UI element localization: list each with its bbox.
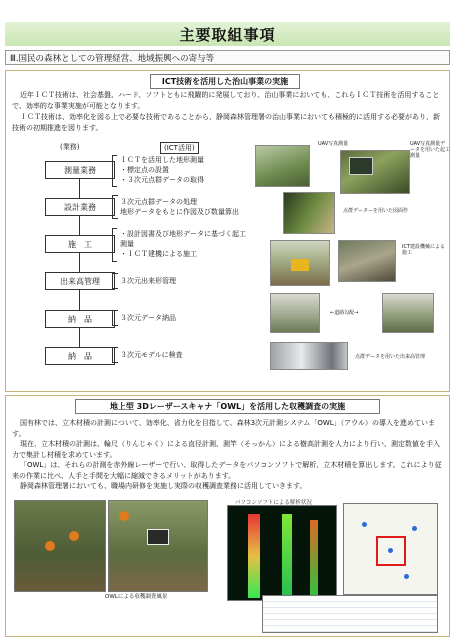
photo-excavator bbox=[270, 240, 330, 286]
tree-marker bbox=[362, 522, 367, 527]
page-title: 主要取組事項 bbox=[179, 25, 276, 44]
flow-step-delivery-2: 納 品 bbox=[45, 347, 115, 365]
flow-step-construction: 施 工 bbox=[45, 235, 115, 253]
ict-paragraph-1: 近年ＩＣＴ技術は、社会基盤、ハード、ソフトともに飛躍的に発展しており、治山事業においても、これらＩＣＴ技術を活用することで、効率的な事業実施が可能となります。 bbox=[12, 91, 440, 110]
helmet-icon bbox=[45, 541, 55, 551]
flow-desc-construction bbox=[117, 228, 252, 262]
desc-line: ・設計図書及び地形データに基づく起工測量 bbox=[120, 230, 246, 248]
flow-desc-design bbox=[117, 196, 252, 218]
desc-line: ・ＩＣＴ建機による施工 bbox=[120, 250, 197, 258]
owl-paragraph-3: 「OWL」は、それらの計測を赤外線レーザーで行い、取得したデータをパソコンソフトで解析、立木材積を算出します。これにより従来の作業に比べ、人手と手間を大幅に縮減できるメリットがあります。 bbox=[12, 461, 442, 480]
desc-line: 地形データをもとに作図及び数量算出 bbox=[120, 208, 239, 216]
desc-line: ・３次元点群データの取得 bbox=[120, 176, 204, 184]
flow-step-delivery: 納 品 bbox=[45, 310, 115, 328]
tree-marker bbox=[388, 548, 393, 553]
photo-ict-machine bbox=[338, 240, 396, 282]
photo-inspection bbox=[270, 342, 348, 370]
photo-laser-1 bbox=[270, 293, 320, 333]
helmet-icon bbox=[69, 531, 79, 541]
owl-paragraph-1: 国有林では、立木材積の計測について、効率化、省力化を目指して、森林3次元計測システム「OWL」（アウル）の導入を進めています。 bbox=[12, 419, 435, 438]
caption-owl-survey: OWLによる収穫調査風景 bbox=[105, 594, 168, 600]
flow-step-progress: 出来高管理 bbox=[45, 272, 115, 290]
section-heading: Ⅲ.国民の森林としての管理経営、地域振興への寄与等 bbox=[5, 50, 450, 65]
photo-owl-survey-1 bbox=[14, 500, 106, 592]
tablet-icon bbox=[147, 529, 169, 545]
caption-uav-survey: UAV写真測量 bbox=[318, 141, 349, 147]
photo-pointcloud bbox=[283, 192, 335, 234]
scan-trunk bbox=[282, 514, 292, 598]
tree-marker bbox=[404, 574, 409, 579]
analysis-table bbox=[262, 595, 438, 633]
photo-analysis-map bbox=[343, 503, 438, 595]
scan-trunk bbox=[310, 520, 318, 598]
caption-uav-data: UAV写真測量データを用いた起工測量 bbox=[410, 141, 451, 159]
photo-uav-survey bbox=[255, 145, 310, 187]
photo-owl-survey-2 bbox=[108, 500, 208, 592]
owl-paragraph-4: 静岡森林管理署においても、職場内研修を実施し実際の収穫調査業務に活用していきます。 bbox=[20, 482, 307, 490]
photo-uav-data bbox=[340, 150, 410, 194]
flow-step-design: 設計業務 bbox=[45, 198, 115, 216]
helmet-icon bbox=[119, 511, 129, 521]
desc-line: ＩＣＴを活用した地形測量 bbox=[120, 156, 204, 164]
scan-trunk bbox=[248, 514, 260, 598]
ict-paragraph-2: ＩＣＴ技術は、効率化を図る上で必要な技術であることから、静岡森林管理署の治山事業においても積極的に活用する必要があり、新技術の初期推進を図ります。 bbox=[12, 113, 440, 132]
label-gyomu: (業務) bbox=[60, 143, 80, 151]
photo-owl-scan bbox=[227, 505, 337, 601]
tree-marker bbox=[412, 526, 417, 531]
flow-step-survey: 測量業務 bbox=[45, 161, 115, 179]
flow-desc-survey bbox=[117, 154, 252, 188]
caption-inspection: 点群データを用いた出来高管理 bbox=[355, 354, 426, 360]
caption-laser: ←道路勾配→ bbox=[330, 310, 359, 316]
flow-desc-delivery: ３次元データ納品 bbox=[117, 312, 252, 324]
monitor-icon bbox=[349, 157, 373, 175]
caption-pointcloud: 点群データーを用いた図面作 bbox=[343, 208, 409, 214]
excavator-icon bbox=[291, 259, 309, 271]
desc-line: ・標定点の設置 bbox=[120, 166, 169, 174]
flow-desc-progress: ３次元出来形管理 bbox=[117, 275, 252, 287]
caption-ict-machine: ICT建設機械による施工 bbox=[402, 244, 446, 256]
caption-pc: パソコンソフトによる解析状況 bbox=[235, 500, 312, 506]
label-ict: (ICT活用) bbox=[160, 142, 199, 154]
flow-desc-delivery-2: ３次元モデルに検査 bbox=[117, 349, 252, 361]
title-bar bbox=[5, 22, 450, 46]
ict-heading: ICT技術を活用した治山事業の実施 bbox=[150, 74, 300, 89]
photo-laser-2 bbox=[382, 293, 434, 333]
desc-line: ３次元点群データの処理 bbox=[120, 198, 197, 206]
owl-paragraph-2: 現在、立木材積の計測は、輪尺（りんじゃく）による直径計測、測竿（そっかん）による樹高計測を人力により行い、測定数値を手入力で集計し材積を求めています。 bbox=[12, 440, 440, 459]
owl-heading: 地上型 3Dレーザースキャナ「OWL」を活用した収穫調査の実施 bbox=[75, 399, 380, 414]
